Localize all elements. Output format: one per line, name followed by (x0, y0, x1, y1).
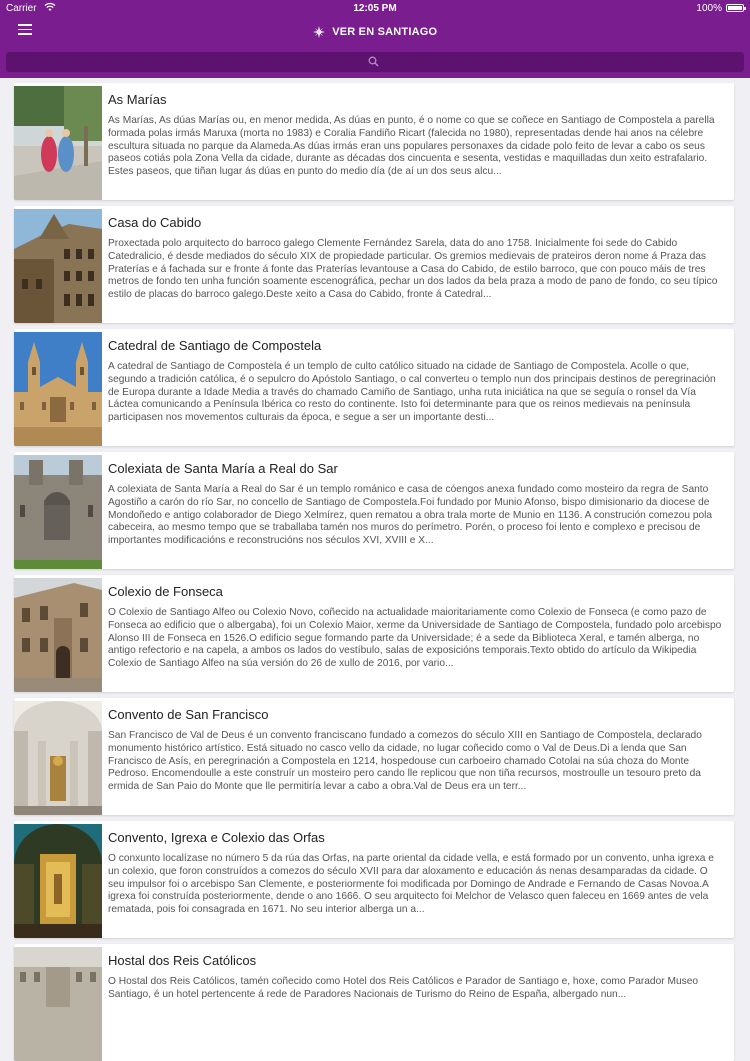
status-bar (0, 0, 750, 17)
place-thumbnail (14, 209, 102, 323)
place-description: O conxunto localízase no número 5 da rúa das Orfas, na parte oriental da cidade vella, e está formado por un convento, unha igrexa e un colexio, que foron construídos a comezos do século XVII para dar aloxamento e educación ás nenas desamparadas da cidade. O seu impulsor foi o arcebispo San Clemente, e posteriormente foi modificada por Domingo de Andrade e Fernando de Casas Novoa.A igrexa foi construída posteriormente, dende o ano 1666. O seu arquitecto foi Melchor de Velasco quen faleceu en 1669 antes de vela rematada, pois foi consagrada en 1671. No seu interior alberga un a... (108, 853, 714, 916)
place-title: Convento, Igrexa e Colexio das Orfas (108, 830, 325, 845)
battery-percent: 100% (696, 3, 722, 14)
place-description: O Colexio de Santiago Alfeo ou Colexio Novo, coñecido na actualidade maioritariamente como Colexio de Fonseca (e como pazo de Fonseca ao edificio que o albergaba), foi un Colexio Maior, xerme da Universidade de Santiago de Compostela, fundado polo arcebispo Alonso III de Fonseca en 1526.O edificio segue formando parte da Universidade; é a sede da Biblioteca Xeral, e tamén alberga, no antigo refectorio e na capela, a ambos os lados do vestíbulo, salas de exposicións temporais.Texto obtido do artículo da Wikipedia Colexio de Santiago Alfeo na súa versión do 26 de xullo de 2016, por vario... (108, 607, 722, 670)
app-title-wrap (0, 23, 750, 41)
list-item[interactable] (14, 698, 734, 815)
place-thumbnail (14, 455, 102, 569)
place-title: As Marías (108, 92, 167, 107)
search-bar-container (0, 44, 750, 78)
list-item[interactable] (14, 329, 734, 446)
place-description: A colexiata de Santa María a Real do Sar é un templo románico e casa de cóengos anexa fundado como mosteiro da regra de Santo Agostiño a carón do río Sar, no concello de Santiago de Compostela.Foi fundado por Munio Afonso, bispo dimisionario da diocese de Mondoñedo e antigo colaborador de Diego Xelmírez, quen rematou a obra trala morte de Munio en 1136. A construción comezou pola cabeceira, ao mesmo tempo que se traballaba tamén nos muros do perímetro. Porén, o proceso foi lento e complexo e precisou de importantes modificacións e reconstrucións nos séculos XVI, XVIII e X... (108, 484, 713, 547)
clock: 12:05 PM (353, 3, 397, 14)
place-description: As Marías, As dúas Marías ou, en menor medida, As dúas en punto, é o nome co que se coñece en Santiago de Compostela a parella formada polas irmás Maruxa (morta no 1983) e Coralia Fandiño Ricart (falecida no 1980), representadas dende hai anos na célebre escultura situada no parque da Alameda.As dúas irmás eran uns populares personaxes da cidade polo feito de levar a cabo os seus paseos cotiás pola Zona Vella da cidade, durante as décadas dos cincuenta e sesenta, vestidas e maquilladas dun xeito estrafalario. Estes paseos, que tiñan lugar ás dúas en punto do medio día (de aí un dos seus alcu... (108, 115, 715, 178)
list-item[interactable] (14, 575, 734, 692)
place-description: O Hostal dos Reis Católicos, tamén coñecido como Hotel dos Reis Católicos e Parador de Santiago e, hoxe, como Parador Museo Santiago, é un hotel pertencente á rede de Paradores Nacionais de Turismo do Reino de España, albergado nun... (108, 976, 699, 1000)
list-item[interactable] (14, 944, 734, 1061)
list-item[interactable] (14, 83, 734, 200)
place-thumbnail (14, 86, 102, 200)
place-thumbnail (14, 332, 102, 446)
place-description: San Francisco de Val de Deus é un convento franciscano fundado a comezos do século XIII en Santiago de Compostela, declarado monumento histórico artístico. Está situado no casco vello da cidade, no lugar coñecido como o Val de Deus.Di a lenda que San Francisco de Asís, en peregrinación a Compostela en 1214, hospedouse cun carboeiro chamado Cotolai na súa choza do Monte Pedroso. Encomendoulle a este construír un mosteiro pero cando lle replicou que non tiña recursos, mostroulle un tesouro preto da ermida de San Paio do Monte que lle permitiría levar a cabo a obra.Val de Deus era un terr... (108, 730, 702, 793)
place-title: Casa do Cabido (108, 215, 202, 230)
place-thumbnail (14, 701, 102, 815)
place-title: Colexio de Fonseca (108, 584, 223, 599)
search-input[interactable] (6, 52, 744, 72)
place-title: Hostal dos Reis Católicos (108, 953, 257, 968)
list-item[interactable] (14, 206, 734, 323)
compass-star-icon (313, 26, 325, 38)
battery-icon (726, 4, 744, 12)
nav-bar (0, 17, 750, 44)
place-title: Convento de San Francisco (108, 707, 269, 722)
search-bar[interactable] (6, 52, 744, 72)
list-item[interactable] (14, 452, 734, 569)
place-description: A catedral de Santiago de Compostela é un templo de culto católico situado na cidade de Santiago de Compostela. Acolle o que, segundo a tradición católica, é o sepulcro do Apóstolo Santiago, o cal converteu o templo nun dos principais destinos de peregrinación de Europa durante a Idade Media a través do chamado Camiño de Santiago, unha ruta iniciática na que se seguía o ronsel da Vía Láctea comunicando a Península Ibérica co resto do continente. Isto foi determinante para que os reinos medievais na península participasen nos movementos culturais da época, e segue a ser un importante desti... (108, 361, 716, 424)
carrier-label: Carrier (6, 3, 37, 14)
list-item[interactable] (14, 821, 734, 938)
place-description: Proxectada polo arquitecto do barroco galego Clemente Fernández Sarela, data do ano 1758. Inicialmente foi sede do Cabido Catedralicio, é desde mediados do século XIX de propiedade particular. Os gremios medievais de prateiros deron nome á Praza das Praterías e á fachada sur e fronte á fonte das Praterías levantouse a Casa do Cabido, de estilo barroco, que con pouco máis de tres metros de fondo ten unha función soamente escenográfica, pechar un dos lados da bela praza a modo de pano de fondo, co seu típico estilo de placas do barroco galego.Deste xeito a Casa do Cabido, fronte á Catedral... (108, 238, 718, 301)
place-thumbnail (14, 947, 102, 1061)
place-thumbnail (14, 578, 102, 692)
place-thumbnail (14, 824, 102, 938)
place-title: Colexiata de Santa María a Real do Sar (108, 461, 338, 476)
place-title: Catedral de Santiago de Compostela (108, 338, 322, 353)
app-title: VER EN SANTIAGO (332, 25, 438, 38)
